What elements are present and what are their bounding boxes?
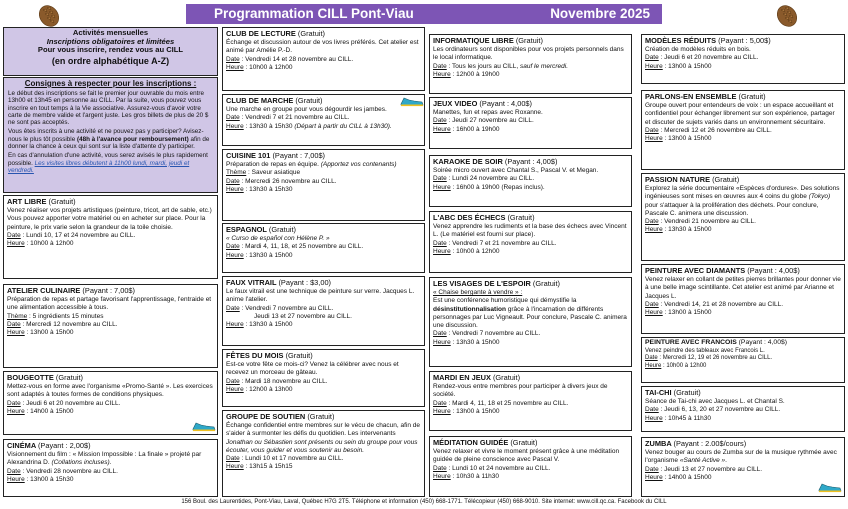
- pinecone-icon: [772, 2, 802, 28]
- page-title: Programmation CILL Pont-Viau: [214, 6, 414, 21]
- activity-cuisine-101: CUISINE 101 (Payant : 7,00$) Préparation de repas en équipe. (Apportez vos contenants) Thème : Saveur asiatique Date : Mercredi 26 novembre au CILL. Heure : 13h30 à 15h30: [222, 149, 425, 221]
- activity-karaoke: KARAOKE DE SOIR (Payant : 4,00$) Soirée micro ouvert avec Chantal S., Pascal V. et Megan. Date : Lundi 24 novembre au CILL. Heure : 16h00 à 19h00 (Repas inclus).: [429, 155, 632, 207]
- activity-art-libre: ART LIBRE (Gratuit) Venez réaliser vos projets artistiques (peinture, tricot, art de sable, etc.) Vous pouvez apporter votre matériel ou en acheter sur place. Pour la peinture, le prix varie selon la grandeur de la toile choisie. Date : Lundi 10, 17 et 24 novembre au CILL. Heure : 10h00 à 12h00: [3, 195, 218, 279]
- activity-tai-chi: TAI-CHI (Gratuit) Séance de Tai-chi avec Jacques L. et Chantal S. Date : Jeudi 6, 13, 20 et 27 novembre au CILL. Heure : 10h45 à 11h30: [641, 386, 845, 432]
- activity-bougeotte: BOUGEOTTE (Gratuit) Mettez-vous en forme avec l'organisme «Promo-Santé ». Les exercices sont adaptés à toutes formes de conditions physiques. Date : Jeudi 6 et 20 novembre au CILL. Heure : 14h00 à 15h00: [3, 371, 218, 435]
- activity-echecs: L'ABC DES ÉCHECS (Gratuit) Venez apprendre les rudiments et la base des échecs avec Vincent L. (Le matériel est fourni sur place). Date : Vendredi 7 et 21 novembre au CILL. Heure : 10h00 à 12h00: [429, 211, 632, 273]
- activity-cinema: CINÉMA (Payant : 2,00$) Visionnement du film : « Mission Impossible : La finale » projeté par Alexandrina D. (Collations incluses). Date : Vendredi 28 novembre au CILL. Heure : 13h00 à 15h30: [3, 439, 218, 497]
- consignes-p1: Le début des inscriptions se fait le premier jour ouvrable du mois entre 13h00 et 13h45 en personne au CILL. Par la suite, vous pouvez vous inscrire en tout temps à la Vie associative. Assurez-vous d'avoir votre carte de membre valide et l'argent juste. Les gros billets de plus de 20 $ ne sont pas acceptés.: [8, 90, 209, 127]
- consignes-title: Consignes à respecter pour les inscriptions :: [24, 79, 197, 88]
- activity-modeles-reduits: MODÈLES RÉDUITS (Payant : 5,00$) Création de modèles réduits en bois. Date : Jeudi 6 et 20 novembre au CILL. Heure : 13h00 à 15h00: [641, 34, 845, 84]
- activity-peinture-francois: PEINTURE AVEC FRANCOIS (Payant : 4,00$) Venez peindre des tableaux avec Francois L. Date : Mercredi 12, 19 et 26 novembre au CILL. Heure : 10h00 à 12h00: [641, 337, 845, 383]
- activity-meditation: MÉDITATION GUIDÉE (Gratuit) Venez relaxer et vivre le moment présent grâce à une méditation guidée de pleine conscience avec Pascal V. Date : Lundi 10 et 24 novembre au CILL. Heure : 10h30 à 11h30: [429, 436, 632, 497]
- activity-groupe-soutien: GROUPE DE SOUTIEN (Gratuit) Échange confidentiel entre membres sur le vécu de chacun, afin de s'aider à surmonter les défis du quotidien. Les intervenants Jonathan ou Sébastien sont présents ou sein du groupe pour vous écouter, vous guider et vous soutenir au besoin. Date : Lundi 10 et 17 novembre au CILL. Heure : 13h15 à 15h15: [222, 410, 425, 497]
- activity-visages-espoir: LES VISAGES DE L'ESPOIR (Gratuit) « Chaise bergante à vendre » : Est une conférence humoristique qui démystifie la désinstitutionnalisation grâce à l'incarnation de différents personnages par Luc Vigneault. Pour conclure, Pascale C. animera une discussion. Date : Vendredi 7 novembre au CILL. Heure : 13h30 à 15h00: [429, 277, 632, 367]
- activity-peinture-diamants: PEINTURE AVEC DIAMANTS (Payant : 4,00$) Venez relaxer en collant de petites pierres brillantes pour donner vie à une belle image scintillante. Cet atelier est animé par Arianne et Jacques L. Date : Vendredi 14, 21 et 28 novembre au CILL. Heure : 13h00 à 15h00: [641, 264, 845, 334]
- activity-fetes-du-mois: FÊTES DU MOIS (Gratuit) Est-ce votre fête ce mois-ci? Venez la célébrer avec nous et recevez un morceau de gâteau. Date : Mardi 18 novembre au CILL. Heure : 12h00 à 13h00: [222, 349, 425, 407]
- page-footer: 156 Boul. des Laurentides, Pont-Viau, Laval, Québec H7G 2T5. Téléphone et information (450) 668-1771. Télécopieur (450) 668-9010. Site internet: www.cill.qc.ca. Facebook du CILL: [181, 499, 667, 505]
- sneaker-icon: [192, 420, 216, 432]
- activity-parlons-en: PARLONS-EN ENSEMBLE (Gratuit) Groupe ouvert pour entendeurs de voix : un espace accueillant et confidentiel pour échanger librement sur son expérience, partager et discuter de sujets variés dans un environnement sécuritaire. Date : Mercredi 12 et 26 novembre au CILL. Heure : 13h00 à 15h00: [641, 90, 845, 170]
- activity-club-lecture: CLUB DE LECTURE (Gratuit) Échange et discussion autour de vos livres préférés. Cet atelier est animé par Amélie P.-D. Date : Vendredi 14 et 28 novembre au CILL. Heure : 10h00 à 12h00: [222, 27, 425, 91]
- consignes-p3: En cas d'annulation d'une activité, vous serez avisés le plus rapidement possible. Les visites libres débutent à 11h00 lundi, mardi, jeudi et vendredi.: [8, 152, 208, 174]
- intro-box: [3, 27, 218, 76]
- activity-informatique-libre: INFORMATIQUE LIBRE (Gratuit) Les ordinateurs sont disponibles pour vos projets personnels dans le local informatique. Date : Tous les jours au CILL, sauf le mercredi. Heure : 12h00 à 19h00: [429, 34, 632, 94]
- intro-line-2: Inscriptions obligatoires et limitées: [46, 36, 175, 46]
- intro-line-4: (en ordre alphabétique A-Z): [51, 55, 170, 66]
- consignes-box: [3, 77, 218, 193]
- intro-line-1: Activités mensuelles: [72, 28, 149, 37]
- page-month: Novembre 2025: [550, 6, 650, 21]
- consignes-p2: Vous êtes inscrits à une activité et ne pouvez pas y participer? Avisez-nous le plus tôt possible (48h à l'avance pour remboursement) afin de donner la chance à ceux qui sont sur la liste d'attente d'y participer.: [8, 128, 210, 151]
- pinecone-icon: [34, 2, 64, 28]
- activity-faux-vitrail: FAUX VITRAIL (Payant : $3,00) Le faux vitrail est une technique de peinture sur verre. Jacques L. anime l'atelier. Date : Vendredi 7 novembre au CILL. Jeudi 13 et 27 novembre au CILL. Heure : 13h30 à 15h00: [222, 276, 425, 346]
- activity-atelier-culinaire: ATELIER CULINAIRE (Payant : 7,00$) Préparation de repas et partage favorisant l'apprentissage, l'entraide et une alimentation accessible à tous. Thème : 5 ingrédients 15 minutes Date : Mercredi 12 novembre au CILL. Heure : 13h00 à 15h00: [3, 284, 218, 368]
- sneaker-icon: [400, 95, 424, 107]
- activity-espagnol: ESPAGNOL (Gratuit) « Curso de español con Hélène P. » Date : Mardi 4, 11, 18, et 25 novembre au CILL. Heure : 13h30 à 15h00: [222, 223, 425, 273]
- activity-club-marche: CLUB DE MARCHE (Gratuit) Une marche en groupe pour vous dégourdir les jambes. Date : Vendredi 7 et 21 novembre au CILL. Heure : 13h30 à 15h30 (Départ à partir du CILL à 13h30).: [222, 94, 425, 146]
- activity-jeux-video: JEUX VIDEO (Payant : 4,00$) Manettes, fun et repas avec Roxanne. Date : Jeudi 27 novembre au CILL. Heure : 16h00 à 19h00: [429, 97, 632, 149]
- intro-line-3: Pour vous inscrire, rendez vous au CILL: [37, 45, 184, 55]
- activity-zumba: ZUMBA (Payant : 2.00$/cours) Venez bouger au cours de Zumba sur de la musique rythmée avec l'organisme «Santé Active ». Date : Jeudi 13 et 27 novembre au CILL. Heure : 14h00 à 15h00: [641, 437, 845, 497]
- sneaker-icon: [818, 481, 842, 493]
- activity-mardi-en-jeux: MARDI EN JEUX (Gratuit) Rendez-vous entre membres pour participer à divers jeux de société. Date : Mardi 4, 11, 18 et 25 novembre au CILL. Heure : 13h00 à 15h00: [429, 371, 632, 431]
- activity-passion-nature: PASSION NATURE (Gratuit) Explorez la série documentaire «Espèces d'ordures». Des solutions ingénieuses sont mises en œuvres aux 4 coins du globe (Tokyo) pour s'attaquer à la prolifération des déchets. Pour conclure, Pascale C. animera une discussion. Date : Vendredi 21 novembre au CILL. Heure : 13h30 à 15h00: [641, 173, 845, 261]
- page-header: [186, 4, 662, 24]
